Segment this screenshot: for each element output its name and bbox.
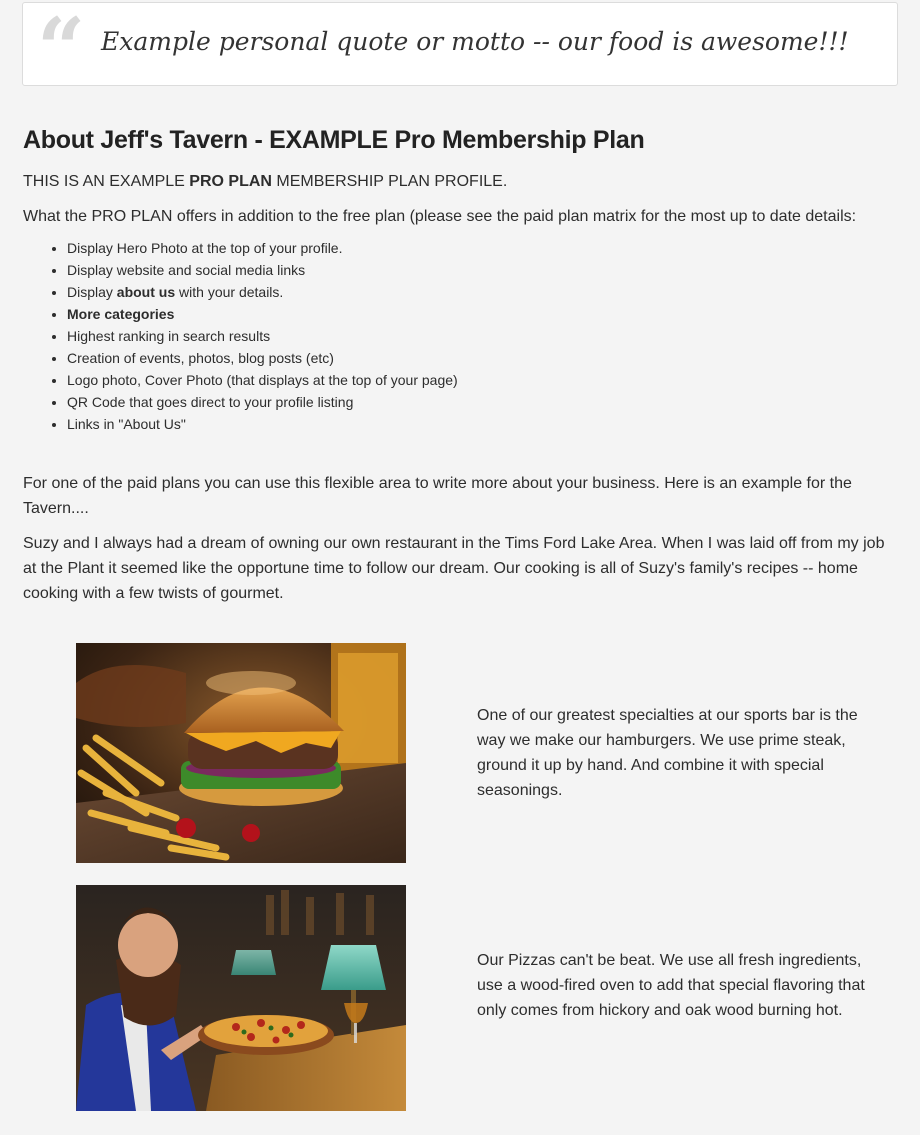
burger-photo bbox=[76, 643, 406, 863]
story-text: Suzy and I always had a dream of owning our own restaurant in the Tims Ford Lake Area. When I was laid off from my job at the Plant it seemed like the opportune time to follow our dream. Our cooking is all of Suzy's family's recipes -- home cooking with a few twists of gourmet. bbox=[23, 535, 885, 602]
pizza-caption: Our Pizzas can't be beat. We use all fresh ingredients, use a wood-fired oven to add that special flavoring that only comes from hickory and oak wood burning hot. bbox=[477, 952, 865, 1019]
list-item: • Links in "About Us" bbox=[67, 413, 899, 435]
intro-post: MEMBERSHIP PLAN PROFILE. bbox=[271, 173, 508, 190]
about-section bbox=[23, 126, 899, 606]
offers-text: What the PRO PLAN offers in addition to the free plan (please see the paid plan matrix for the most up to date details: bbox=[23, 208, 857, 225]
list-item-bold: about us bbox=[116, 284, 176, 300]
list-item: • Highest ranking in search results bbox=[67, 325, 899, 347]
pizza-image bbox=[76, 885, 406, 1111]
burger-caption: One of our greatest specialties at our sports bar is the way we make our hamburgers. We use prime steak, ground it up by hand. And combine it with special seasonings. bbox=[477, 707, 858, 799]
quote-block bbox=[22, 0, 898, 98]
flexible-area-text: For one of the paid plans you can use this flexible area to write more about your business. Here is an example for the Tavern.... bbox=[23, 475, 852, 517]
intro-pre: THIS IS AN EXAMPLE bbox=[23, 173, 190, 190]
list-item: • QR Code that goes direct to your profile listing bbox=[67, 391, 899, 413]
list-item: • Display website and social media links bbox=[67, 259, 899, 281]
intro-text bbox=[23, 169, 899, 194]
page-title: About Jeff's Tavern - EXAMPLE Pro Membership Plan bbox=[23, 126, 645, 154]
list-item-post: with your details. bbox=[175, 284, 284, 300]
list-item bbox=[67, 281, 899, 303]
pizza-photo bbox=[76, 885, 406, 1111]
list-item: • Display Hero Photo at the top of your profile. bbox=[67, 237, 899, 259]
list-item bbox=[67, 303, 899, 325]
quote-text: Example personal quote or motto -- our food is awesome!!! bbox=[101, 27, 849, 56]
feature-list bbox=[23, 237, 899, 435]
quote-icon: “ bbox=[37, 0, 86, 98]
list-item-pre: Display bbox=[67, 284, 117, 300]
list-item: • Logo photo, Cover Photo (that displays at the top of your page) bbox=[67, 369, 899, 391]
burger-image bbox=[76, 643, 406, 863]
list-item-bold: More categories bbox=[67, 306, 175, 322]
intro-bold: PRO PLAN bbox=[189, 173, 272, 190]
list-item: • Creation of events, photos, blog posts (etc) bbox=[67, 347, 899, 369]
